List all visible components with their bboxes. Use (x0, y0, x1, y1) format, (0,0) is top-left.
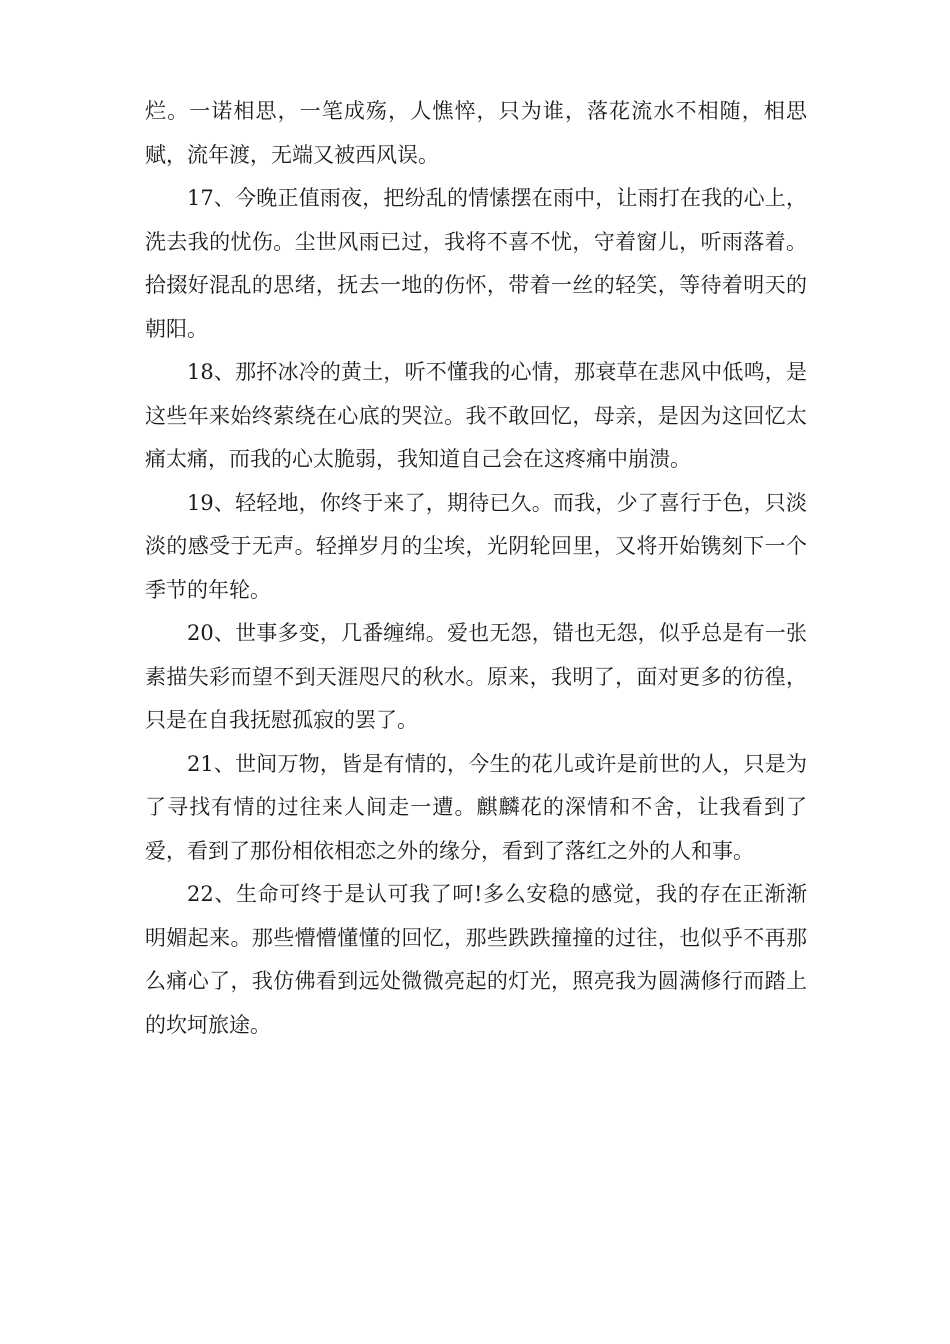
document-page (145, 90, 807, 1047)
paragraph-continued: 烂。一诺相思，一笔成殇，人憔悴，只为谁，落花流水不相随，相思赋，流年渡，无端又被西风误。 (145, 99, 807, 167)
paragraph-18: 18、那抔冰冷的黄土，听不懂我的心情，那衰草在悲风中低鸣，是这些年来始终萦绕在心底的哭泣。我不敢回忆，母亲，是因为这回忆太痛太痛，而我的心太脆弱，我知道自己会在这疼痛中崩溃。 (145, 360, 807, 471)
paragraph-17: 17、今晚正值雨夜，把纷乱的情愫摆在雨中，让雨打在我的心上，洗去我的忧伤。尘世风雨已过，我将不喜不忧，守着窗儿，听雨落着。拾掇好混乱的思绪，抚去一地的伤怀，带着一丝的轻笑，等待着明天的朝阳。 (145, 186, 807, 341)
paragraph-22: 22、生命可终于是认可我了呵!多么安稳的感觉，我的存在正渐渐明媚起来。那些懵懵懂懂的回忆，那些跌跌撞撞的过往，也似乎不再那么痛心了，我仿佛看到远处微微亮起的灯光，照亮我为圆满修行而踏上的坎坷旅途。 (145, 882, 807, 1037)
paragraph-20: 20、世事多变，几番缠绵。爱也无怨，错也无怨，似乎总是有一张素描失彩而望不到天涯咫尺的秋水。原来，我明了，面对更多的彷徨，只是在自我抚慰孤寂的罢了。 (145, 621, 807, 732)
paragraph-21: 21、世间万物，皆是有情的，今生的花儿或许是前世的人，只是为了寻找有情的过往来人间走一遭。麒麟花的深情和不舍，让我看到了爱，看到了那份相依相恋之外的缘分，看到了落红之外的人和事。 (145, 751, 807, 863)
paragraph-19: 19、轻轻地，你终于来了，期待已久。而我，少了喜行于色，只淡淡的感受于无声。轻掸岁月的尘埃，光阴轮回里，又将开始镌刻下一个季节的年轮。 (145, 490, 807, 602)
